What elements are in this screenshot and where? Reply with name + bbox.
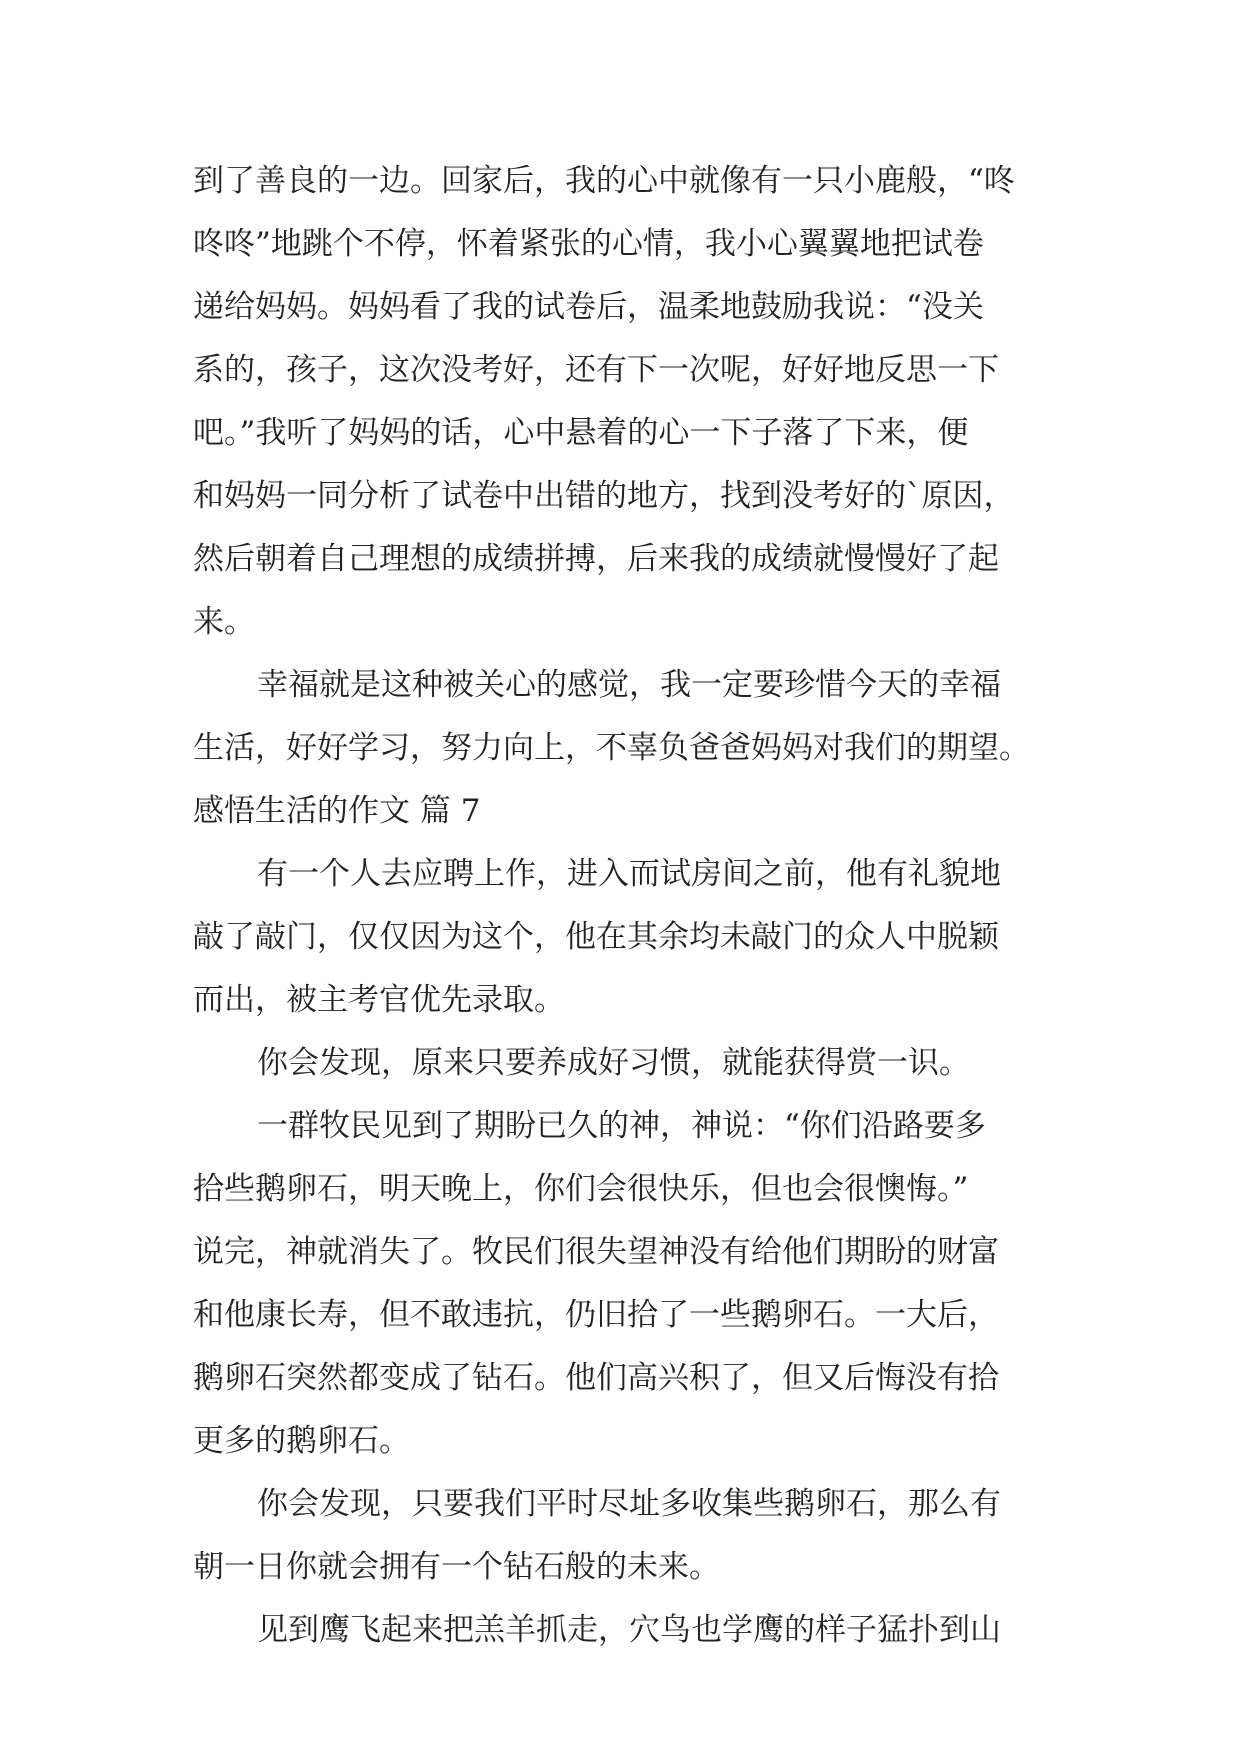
text-line: 生活，好好学习，努力向上，不辜负爸爸妈妈对我们的期望。	[193, 730, 1030, 766]
text-line: 更多的鹅卵石。	[193, 1423, 410, 1459]
text-line: 到了善良的一边。回家后，我的心中就像有一只小鹿般，“咚	[193, 163, 1015, 199]
text-line: 朝一日你就会拥有一个钻石般的未来。	[193, 1549, 720, 1585]
text-line: 咚咚”地跳个不停，怀着紧张的心情，我小心翼翼地把试卷	[193, 226, 984, 262]
text-line: 然后朝着自己理想的成绩拼搏，后来我的成绩就慢慢好了起	[193, 541, 999, 577]
text-line: 和他康长寿，但不敢违抗，仍旧拾了一些鹅卵石。一大后，	[193, 1297, 999, 1333]
document-body	[193, 150, 1053, 1662]
text-line: 敲了敲门，仅仅因为这个，他在其余均未敲门的众人中脱颖	[193, 919, 999, 955]
text-line: 说完，神就消失了。牧民们很失望神没有给他们期盼的财富	[193, 1234, 999, 1270]
text-line: 拾些鹅卵石，明天晚上，你们会很快乐，但也会很懊悔。”	[193, 1171, 969, 1207]
text-line: 有一个人去应聘上作，进入而试房间之前，他有礼貌地	[257, 856, 1001, 892]
text-line: 鹅卵石突然都变成了钻石。他们高兴积了，但又后悔没有拾	[193, 1360, 999, 1396]
text-line: 你会发现，只要我们平时尽址多收集些鹅卵石，那么有	[257, 1486, 1001, 1522]
text-line: 来。	[193, 604, 255, 640]
text-line: 而出，被主考官优先录取。	[193, 982, 565, 1018]
text-line: 幸福就是这种被关心的感觉，我一定要珍惜今天的幸福	[257, 667, 1001, 703]
section-heading: 感悟生活的作文 篇 7	[193, 793, 481, 829]
text-line: 见到鹰飞起来把羔羊抓走，穴鸟也学鹰的样子猛扑到山	[257, 1612, 1001, 1648]
text-line: 你会发现，原来只要养成好习惯，就能获得赏一识。	[257, 1045, 970, 1081]
text-line: 递给妈妈。妈妈看了我的试卷后，温柔地鼓励我说：“没关	[193, 289, 984, 325]
text-line: 和妈妈一同分析了试卷中出错的地方，找到没考好的`原因，	[193, 478, 1015, 514]
text-line: 系的，孩子，这次没考好，还有下一次呢，好好地反思一下	[193, 352, 999, 388]
text-line: 吧。”我听了妈妈的话，心中悬着的心一下子落了下来，便	[193, 415, 969, 451]
text-line: 一群牧民见到了期盼已久的神，神说：“你们沿路要多	[257, 1108, 986, 1144]
